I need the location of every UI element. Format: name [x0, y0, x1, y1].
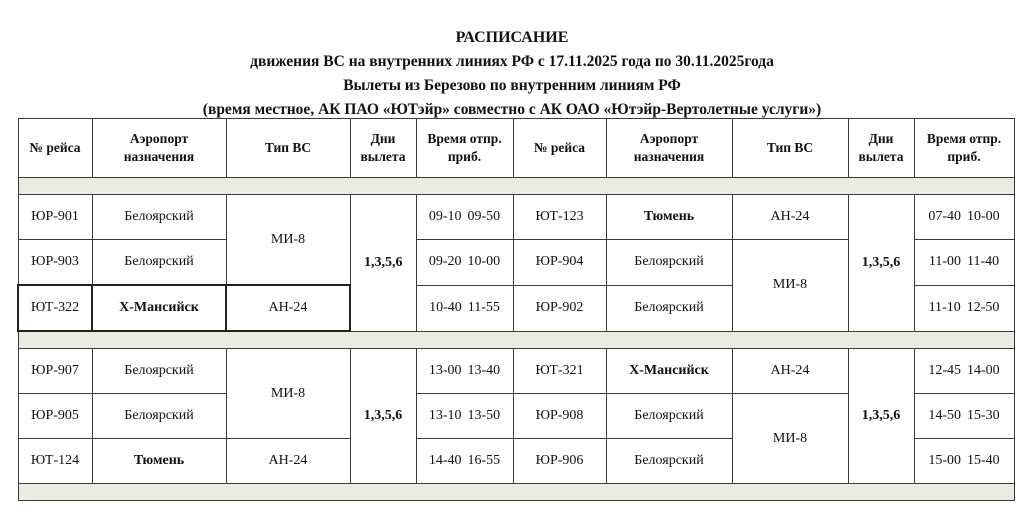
destination: Белоярский — [606, 439, 732, 484]
days: 1,3,5,6 — [848, 349, 914, 484]
aircraft-type: АН-24 — [732, 349, 848, 394]
times: 09-10 09-50 — [416, 195, 513, 240]
col-aircraft: Тип ВС — [226, 119, 350, 178]
times: 14-50 15-30 — [914, 394, 1014, 439]
flight-number: ЮР-902 — [513, 285, 606, 331]
header-row — [18, 119, 1014, 178]
title-note: (время местное, АК ПАО «ЮТэйр» совместно с АК ОАО «Ютэйр-Вертолетные услуги») — [202, 101, 822, 118]
times: 07-40 10-00 — [914, 195, 1014, 240]
days: 1,3,5,6 — [350, 195, 416, 332]
col-flight: № рейса — [18, 119, 92, 178]
flight-number: ЮТ-321 — [513, 349, 606, 394]
spacer-row — [18, 331, 1014, 349]
aircraft-type: МИ-8 — [732, 394, 848, 484]
flight-number: ЮТ-124 — [18, 439, 92, 484]
times: 14-40 16-55 — [416, 439, 513, 484]
destination: Белоярский — [606, 394, 732, 439]
aircraft-type: МИ-8 — [226, 195, 350, 286]
times: 13-10 13-50 — [416, 394, 513, 439]
destination: Белоярский — [92, 195, 226, 240]
times: 11-00 11-40 — [914, 240, 1014, 286]
destination: Тюмень — [92, 439, 226, 484]
times: 10-40 11-55 — [416, 285, 513, 331]
times: 15-00 15-40 — [914, 439, 1014, 484]
title-departures: Вылеты из Березово по внутренним линиям РФ — [343, 77, 681, 94]
schedule-title-block — [0, 26, 1024, 122]
col-flight-2: № рейса — [513, 119, 606, 178]
flight-number: ЮР-905 — [18, 394, 92, 439]
table-row — [18, 195, 1014, 240]
aircraft-type: АН-24 — [732, 195, 848, 240]
col-days: Дни вылета — [350, 119, 416, 178]
days: 1,3,5,6 — [848, 195, 914, 332]
times: 09-20 10-00 — [416, 240, 513, 286]
destination: Х-Мансийск — [606, 349, 732, 394]
times: 12-45 14-00 — [914, 349, 1014, 394]
times: 13-00 13-40 — [416, 349, 513, 394]
title-main: РАСПИСАНИЕ — [455, 29, 569, 46]
table-row — [18, 349, 1014, 394]
spacer-row — [18, 178, 1014, 195]
col-days-2: Дни вылета — [848, 119, 914, 178]
destination: Белоярский — [92, 349, 226, 394]
destination: Тюмень — [606, 195, 732, 240]
schedule-table — [17, 118, 1015, 501]
destination: Белоярский — [606, 240, 732, 286]
title-period: движения ВС на внутренних линиях РФ с 17.11.2025 года по 30.11.2025года — [250, 53, 774, 70]
destination: Белоярский — [92, 394, 226, 439]
destination: Х-Мансийск — [92, 285, 226, 331]
col-time: Время отпр. приб. — [416, 119, 513, 178]
col-aircraft-2: Тип ВС — [732, 119, 848, 178]
flight-number: ЮР-903 — [18, 240, 92, 286]
aircraft-type: МИ-8 — [732, 240, 848, 332]
days: 1,3,5,6 — [350, 349, 416, 484]
spacer-row — [18, 484, 1014, 501]
flight-number: ЮТ-322 — [18, 285, 92, 331]
flight-number: ЮТ-123 — [513, 195, 606, 240]
flight-number: ЮР-906 — [513, 439, 606, 484]
flight-number: ЮР-904 — [513, 240, 606, 286]
flight-number: ЮР-901 — [18, 195, 92, 240]
destination: Белоярский — [92, 240, 226, 286]
col-airport-2: Аэропорт назначения — [606, 119, 732, 178]
col-time-2: Время отпр. приб. — [914, 119, 1014, 178]
flight-number: ЮР-908 — [513, 394, 606, 439]
col-airport: Аэропорт назначения — [92, 119, 226, 178]
aircraft-type: МИ-8 — [226, 349, 350, 439]
flight-number: ЮР-907 — [18, 349, 92, 394]
destination: Белоярский — [606, 285, 732, 331]
aircraft-type: АН-24 — [226, 439, 350, 484]
aircraft-type: АН-24 — [226, 285, 350, 331]
times: 11-10 12-50 — [914, 285, 1014, 331]
